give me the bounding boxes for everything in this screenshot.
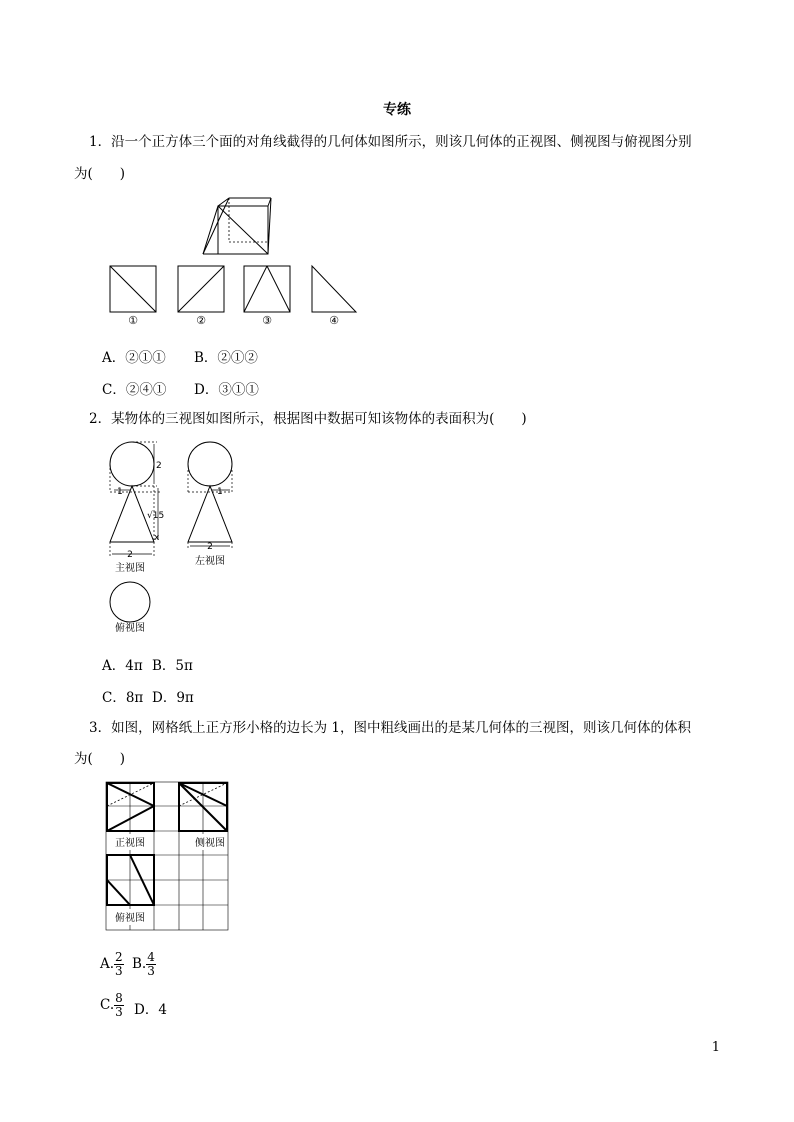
q3-option-c-fraction (114, 992, 124, 1019)
q2-dim-2-side: 2 (207, 542, 213, 552)
q2-option-c[interactable]: C．8π (102, 690, 144, 706)
q3-option-c[interactable] (100, 992, 124, 1019)
q3-option-c-prefix: C. (100, 997, 115, 1013)
q3-option-b-prefix: B. (132, 956, 147, 972)
q1-view-options (108, 264, 368, 326)
question-3-line1: 3．如图，网格纸上正方形小格的边长为 1，图中粗线画出的是某几何体的三视图，则该几何体的体积 (89, 720, 691, 736)
q1-label-1: ① (128, 314, 138, 326)
q1-option-d[interactable]: D．③①① (194, 382, 259, 398)
page-number: 1 (711, 1040, 720, 1055)
q3-option-b-fraction (146, 951, 156, 978)
q3-top-label: 俯视图 (115, 913, 145, 924)
q2-dim-x: x (154, 533, 160, 543)
q2-dim-sqrt15: √15 (147, 511, 165, 521)
q3-option-a-num: 2 (115, 950, 123, 964)
q3-option-b[interactable] (132, 951, 156, 978)
q1-label-2: ② (196, 314, 206, 326)
q2-side-label: 左视图 (195, 556, 225, 567)
question-2-text: 2．某物体的三视图如图所示，根据图中数据可知该物体的表面积为( ) (89, 411, 527, 427)
q3-option-a-prefix: A. (100, 956, 115, 972)
q3-option-c-den: 3 (115, 1005, 123, 1019)
q3-front-view (107, 783, 154, 831)
q2-front-sphere (110, 442, 154, 486)
q1-option-a[interactable]: A．②①① (102, 350, 166, 366)
q3-grid-figure (105, 781, 231, 933)
question-1-text (89, 132, 729, 152)
q2-option-b[interactable]: B．5π (152, 658, 193, 674)
q2-dim-2-top: 2 (156, 461, 162, 471)
q1-option-b[interactable]: B．②①② (194, 350, 258, 366)
question-3-line2: 为( ) (74, 751, 126, 767)
q2-option-a[interactable]: A．4π (102, 658, 143, 674)
q2-front-label: 主视图 (115, 563, 145, 574)
q2-side-cone (188, 486, 232, 542)
q3-option-a[interactable] (100, 951, 124, 978)
q3-side-label: 侧视图 (195, 838, 225, 849)
q2-top-label: 俯视图 (115, 623, 145, 634)
q1-view-3 (244, 266, 290, 312)
q1-label-3: ③ (262, 314, 272, 326)
q2-dim-2-front: 2 (127, 550, 133, 560)
q2-side-sphere (188, 442, 232, 486)
q3-option-b-den: 3 (147, 964, 155, 978)
question-1-line2: 为( ) (74, 166, 126, 182)
q1-option-c[interactable]: C．②④① (102, 382, 167, 398)
q3-option-a-fraction (114, 951, 124, 978)
q2-top-circle (110, 582, 150, 622)
question-1-line1: 1．沿一个正方体三个面的对角线截得的几何体如图所示，则该几何体的正视图、侧视图与俯视图分别 (89, 134, 692, 150)
q3-option-d[interactable]: D．4 (134, 1002, 167, 1018)
q2-dim-1-right: 1 (217, 487, 223, 497)
q3-option-a-den: 3 (115, 964, 123, 978)
q2-option-d[interactable]: D．9π (152, 690, 194, 706)
q3-option-b-num: 4 (147, 950, 155, 964)
q3-option-c-num: 8 (115, 991, 123, 1005)
q1-label-4: ④ (329, 314, 339, 326)
q1-solid-figure (195, 196, 275, 258)
q1-view-4 (312, 266, 356, 312)
q3-front-label: 正视图 (115, 838, 145, 849)
q2-dim-1-left: 1 (117, 487, 123, 497)
page-title: 专练 (383, 102, 411, 118)
q2-three-view-figure (102, 440, 242, 635)
